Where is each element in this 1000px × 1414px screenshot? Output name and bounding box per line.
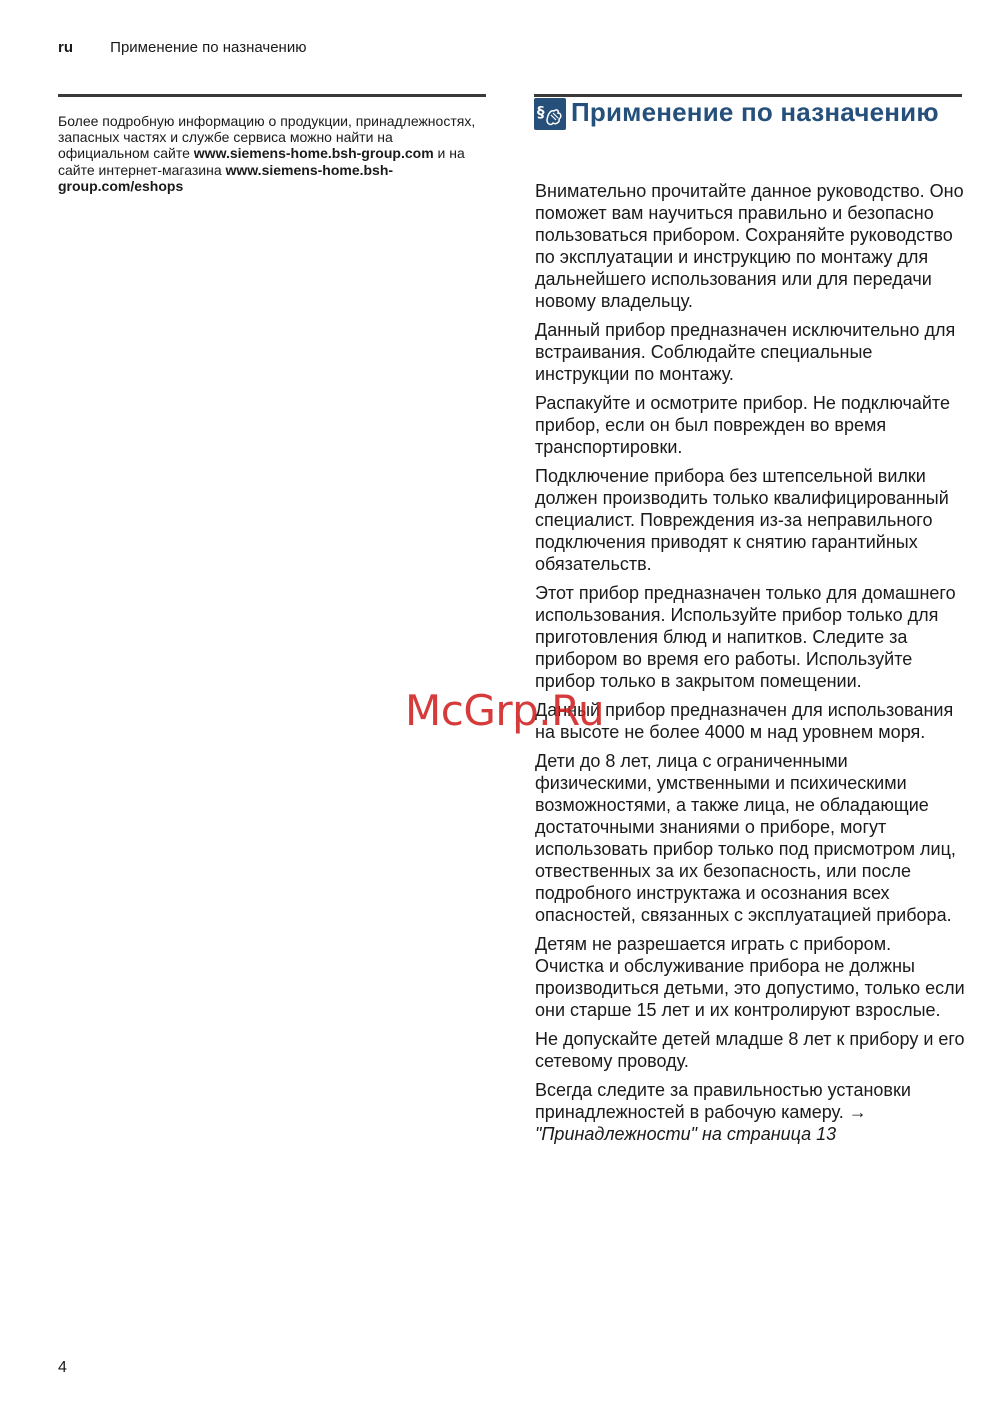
watermark: McGrp.Ru xyxy=(405,686,605,735)
paragraph: Дети до 8 лет, лица с ограниченными физическими, умственными и психическими возможностями, а также лица, не обладающие достаточными знаниями о приборе, могут использовать прибор только под присмотром лиц, отвественных за их безопасность, или после подробного инструктажа и осознания всех опасностей, связанных с эксплуатацией прибора. xyxy=(535,751,956,925)
header-title: Применение по назначению xyxy=(110,39,307,56)
section-heading xyxy=(534,96,964,129)
eshop-link[interactable]: www.siemens-home.bsh-group.com/eshops xyxy=(58,161,394,194)
paragraph: Детям не разрешается играть с прибором. Очистка и обслуживание прибора не должны производиться детьми, это допустимо, только если они старше 15 лет и их контролируют взрослые. xyxy=(535,934,965,1020)
section-title: Применение по назначению xyxy=(571,97,939,127)
info-text-1: Более подробную информацию о продукции, принадлежностях, запасных частях и службе сервиса можно найти на официальном сайте xyxy=(58,113,476,162)
paragraph: Данный прибор предназначен для использования на высоте не более 4000 м над уровнем моря. xyxy=(535,700,954,742)
arrow-right-icon: → xyxy=(848,1102,867,1122)
law-book-icon xyxy=(534,98,566,130)
info-text-2: и на сайте интернет-магазина xyxy=(58,145,465,178)
paragraph: Этот прибор предназначен только для домашнего использования. Используйте прибор только для приготовления блюд и напитков. Следите за прибором во время его работы. Используйте прибор только в закрытом помещении. xyxy=(535,583,956,691)
paragraph-with-reference xyxy=(535,1079,965,1145)
paragraph-text: Всегда следите за правильностью установки принадлежностей в рабочую камеру. xyxy=(535,1080,911,1122)
left-divider xyxy=(58,94,486,97)
website-link[interactable]: www.siemens-home.bsh-group.com xyxy=(193,145,434,162)
content-column xyxy=(535,180,965,1152)
page-header xyxy=(58,38,306,58)
cross-reference-link[interactable]: "Принадлежности" на страница 13 xyxy=(535,1124,837,1144)
paragraph: Внимательно прочитайте данное руководство. Оно поможет вам научиться правильно и безопасно пользоваться прибором. Сохраняйте руководство по эксплуатации и инструкцию по монтажу для дальнейшего использования или для передачи новому владельцу. xyxy=(535,181,964,311)
page-number: 4 xyxy=(58,1359,67,1376)
paragraph: Данный прибор предназначен исключительно для встраивания. Соблюдайте специальные инструкции по монтажу. xyxy=(535,320,956,384)
paragraph: Распакуйте и осмотрите прибор. Не подключайте прибор, если он был поврежден во время транспортировки. xyxy=(535,393,950,457)
paragraph: Подключение прибора без штепсельной вилки должен производить только квалифицированный специалист. Повреждения из-за неправильного подключения приводят к снятию гарантийных обязательств. xyxy=(535,466,949,574)
svg-text:§: § xyxy=(537,103,545,121)
language-code: ru xyxy=(58,39,73,56)
paragraph: Не допускайте детей младше 8 лет к прибору и его сетевому проводу. xyxy=(535,1029,965,1071)
info-note xyxy=(58,113,488,194)
